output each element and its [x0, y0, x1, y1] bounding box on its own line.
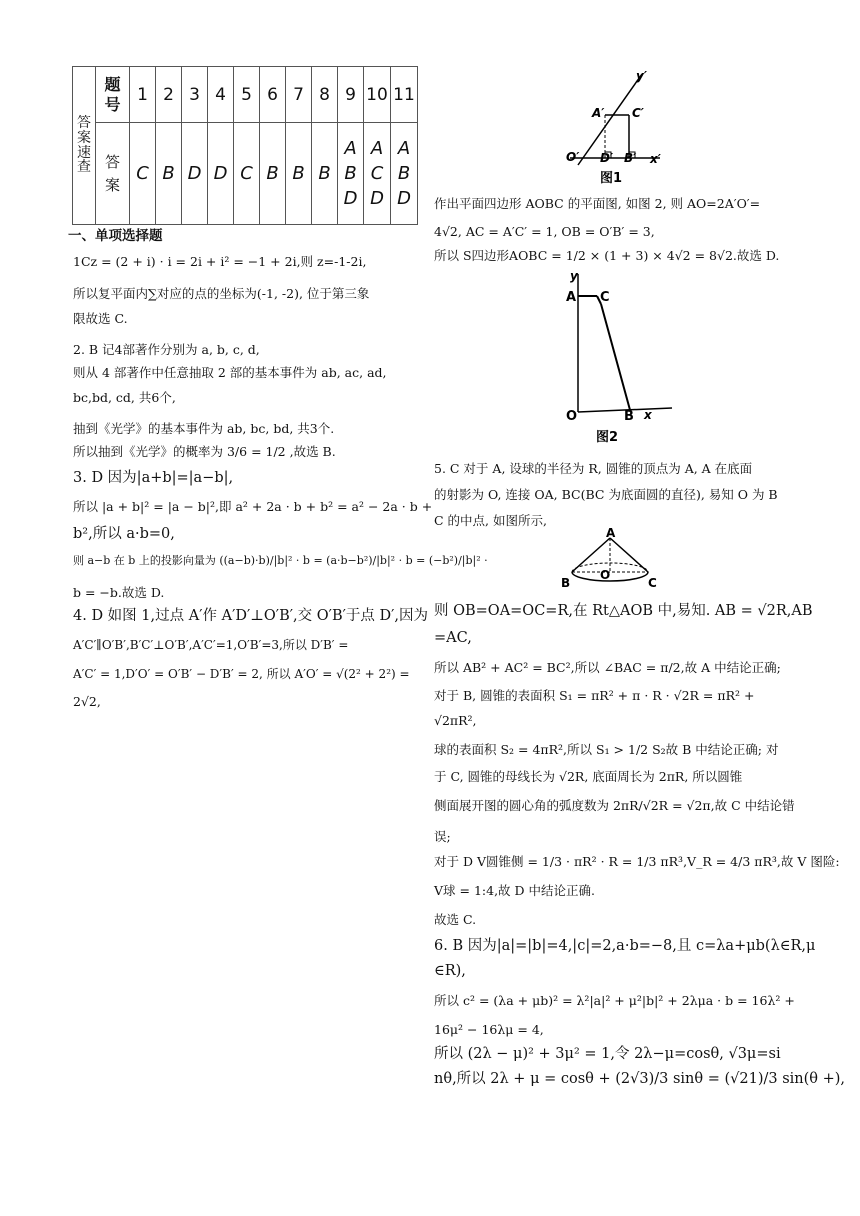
question-number-cell: 7 — [286, 67, 312, 123]
answer-value: B — [266, 162, 279, 184]
figure-3-label-a: A — [606, 528, 616, 540]
question-number-cell: 11 — [391, 67, 418, 123]
answer-value: B — [162, 162, 175, 184]
text-line: A′C′ = 1,D′O′ = O′B′ − D′B′ = 2, 所以 A′O′ = √(2² + 2²) = — [73, 667, 410, 681]
answer-cell — [130, 123, 156, 225]
text-line: bc,bd, cd, 共6个, — [73, 390, 176, 405]
answer-cell — [286, 123, 312, 225]
text-line: 所以 S四边形AOBC = 1/2 × (1 + 3) × 4√2 = 8√2.故选 D. — [434, 248, 780, 263]
text-line: 所以 (2λ − μ)² + 3μ² = 1,令 2λ−μ=cosθ, √3μ=si — [434, 1046, 781, 1062]
figure-3-label-c: C — [648, 576, 657, 590]
question-number-cell: 6 — [260, 67, 286, 123]
text-line: 则 OB=OA=OC=R,在 Rt△AOB 中,易知. AB = √2R,AB — [434, 603, 813, 619]
text-line: C 的中点, 如图所示, — [434, 513, 547, 528]
answer-cell — [391, 123, 418, 225]
text-line: nθ,所以 2λ + μ = cosθ + (2√3)/3 sinθ = (√21)/3 sin(θ +), — [434, 1071, 846, 1087]
text-line: ∈R), — [434, 963, 466, 979]
text-line: 则 a−b 在 b 上的投影向量为 ((a−b)·b)/|b|² · b = (a·b−b²)/|b|² · b = (−b²)/|b|² · — [73, 554, 488, 567]
text-line: 2√2, — [73, 694, 101, 709]
figure-2-label-x: x — [644, 408, 652, 422]
figure-1-label-b: B′ — [624, 151, 637, 165]
text-line: 则从 4 部著作中任意抽取 2 部的基本事件为 ab, ac, ad, — [73, 365, 387, 380]
text-line: 于 C, 圆锥的母线长为 √2R, 底面周长为 2πR, 所以圆锥 — [434, 769, 743, 784]
figure-2 — [560, 268, 680, 448]
question-number-cell: 5 — [234, 67, 260, 123]
text-line: 抽到《光学》的基本事件为 ab, bc, bd, 共3个. — [73, 421, 335, 436]
figure-1-label-a: A′ — [592, 106, 605, 120]
answer-cell — [156, 123, 182, 225]
text-line: 5. C 对于 A, 设球的半径为 R, 圆锥的顶点为 A, A 在底面 — [434, 461, 753, 476]
figure-3-label-o: O — [600, 568, 611, 582]
answer-cell — [312, 123, 338, 225]
answer-value: C — [240, 162, 253, 184]
text-line: A′C′∥O′B′,B′C′⊥O′B′,A′C′=1,O′B′=3,所以 D′B′ = — [73, 638, 349, 652]
row-label-answer: 答 案 — [96, 123, 130, 225]
section-heading: 一、单项选择题 — [68, 228, 163, 244]
text-line: 所以复平面内∑对应的点的坐标为(-1, -2), 位于第三象 — [73, 286, 370, 301]
text-line: 所以 c² = (λa + μb)² = λ²|a|² + μ²|b|² + 2λμa · b = 16λ² + — [434, 993, 795, 1008]
text-line: 16μ² − 16λμ = 4, — [434, 1022, 544, 1037]
text-line: 6. B 因为|a|=|b|=4,|c|=2,a·b=−8,且 c=λa+μb(λ∈R,μ — [434, 938, 816, 954]
figure-1-label-x: x′ — [650, 152, 661, 166]
figure-2-label-a: A — [566, 290, 577, 305]
figure-2-label-c: C — [600, 290, 610, 305]
answer-table — [72, 66, 418, 225]
question-number-cell: 1 — [130, 67, 156, 123]
text-line: V球 = 1:4,故 D 中结论正确. — [434, 883, 595, 898]
figure-2-label-y: y — [570, 269, 578, 283]
figure-3-label-b: B — [561, 576, 571, 590]
answer-cell — [208, 123, 234, 225]
answer-cell — [234, 123, 260, 225]
text-line: 所以 |a + b|² = |a − b|²,即 a² + 2a · b + b² = a² − 2a · b + — [73, 499, 433, 514]
figure-1-label-y: y′ — [636, 69, 647, 83]
text-line: 故选 C. — [434, 912, 477, 927]
question-number-cell: 2 — [156, 67, 182, 123]
answer-value: D — [187, 162, 202, 184]
answer-value: B — [318, 162, 331, 184]
row-label-question-number: 题 号 — [96, 67, 130, 123]
figure-2-label-b: B — [624, 409, 634, 424]
text-line: =AC, — [434, 630, 472, 646]
question-number-cell: 9 — [338, 67, 364, 123]
answer-value: A B D — [397, 137, 411, 210]
figure-2-label-o: O — [566, 409, 578, 424]
text-line: 4. D 如图 1,过点 A′作 A′D′⊥O′B′,交 O′B′于点 D′,因为 — [73, 608, 429, 624]
figure-3-cone — [558, 528, 668, 594]
figure-2-caption: 图2 — [596, 430, 619, 445]
answer-value: D — [213, 162, 228, 184]
text-line: 2. B 记4部著作分别为 a, b, c, d, — [73, 342, 260, 357]
text-line: 3. D 因为|a+b|=|a−b|, — [73, 470, 234, 486]
answer-cell — [364, 123, 391, 225]
figure-1-caption: 图1 — [600, 171, 623, 186]
question-number-cell: 10 — [364, 67, 391, 123]
answer-cell — [260, 123, 286, 225]
text-line: 误; — [434, 829, 451, 844]
answer-table-side-label: 答 案 速 查 — [73, 67, 96, 225]
question-number-cell: 8 — [312, 67, 338, 123]
answer-value: A B D — [343, 137, 358, 210]
text-line: √2πR², — [434, 713, 477, 728]
text-line: 1Cz = (2 + i) · i = 2i + i² = −1 + 2i,则 z=-1-2i, — [73, 254, 367, 269]
text-line: 侧面展开图的圆心角的弧度数为 2πR/√2R = √2π,故 C 中结论错 — [434, 798, 795, 813]
text-line: 所以抽到《光学》的概率为 3/6 = 1/2 ,故选 B. — [73, 444, 336, 459]
answer-value: B — [292, 162, 305, 184]
answer-value: A C D — [370, 137, 384, 210]
text-line: 4√2, AC = A′C′ = 1, OB = O′B′ = 3, — [434, 224, 655, 239]
text-line: 球的表面积 S₂ = 4πR²,所以 S₁ > 1/2 S₂故 B 中结论正确; 对 — [434, 742, 779, 757]
answer-cell — [338, 123, 364, 225]
answer-cell — [182, 123, 208, 225]
figure-1 — [560, 66, 675, 190]
text-line: 对于 D V圆锥侧 = 1/3 · πR² · R = 1/3 πR³,V_R = 4/3 πR³,故 V 图险: — [434, 854, 840, 869]
text-line: b = −b.故选 D. — [73, 585, 165, 600]
question-number-cell: 4 — [208, 67, 234, 123]
text-line: 所以 AB² + AC² = BC²,所以 ∠BAC = π/2,故 A 中结论正确; — [434, 660, 781, 675]
question-number-cell: 3 — [182, 67, 208, 123]
text-line: 的射影为 O, 连接 OA, BC(BC 为底面圆的直径), 易知 O 为 B — [434, 487, 778, 502]
text-line: 作出平面四边形 AOBC 的平面图, 如图 2, 则 AO=2A′O′= — [434, 196, 761, 211]
text-line: b²,所以 a·b=0, — [73, 526, 175, 542]
text-line: 对于 B, 圆锥的表面积 S₁ = πR² + π · R · √2R = πR² + — [434, 688, 755, 703]
text-line: 限故选 C. — [73, 311, 128, 326]
answer-value: C — [136, 162, 149, 184]
figure-1-label-d: D′ — [600, 151, 614, 165]
figure-1-label-o: O′ — [566, 150, 580, 164]
figure-1-label-c: C′ — [632, 106, 644, 120]
